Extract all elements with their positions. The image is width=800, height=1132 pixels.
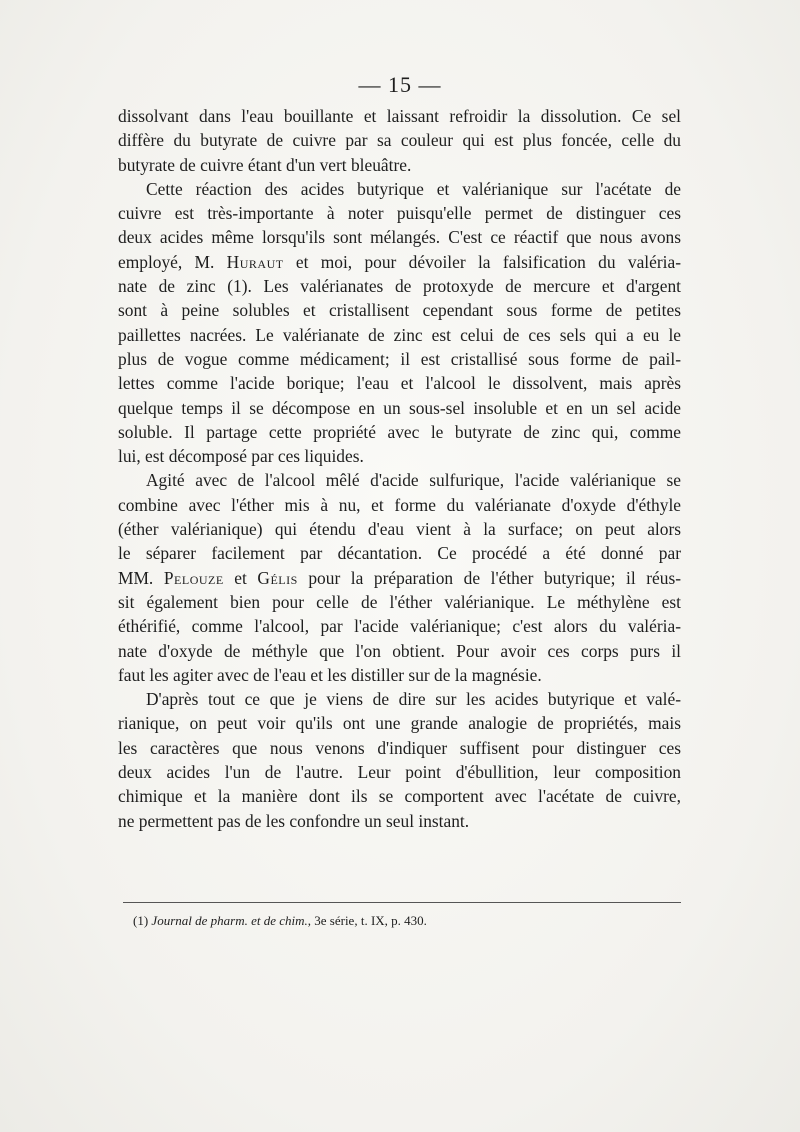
text-line: diffère du butyrate de cuivre par sa couleur qui est plus foncée, celle du xyxy=(118,130,681,151)
text-line: butyrate de cuivre étant d'un vert bleuâtre. xyxy=(118,154,412,175)
footnote-reference: , 3e série, t. IX, p. 430. xyxy=(307,913,427,928)
text-line: paillettes nacrées. Le valérianate de zinc est celui de ces sels qui a eu le xyxy=(118,324,681,345)
text-line: dissolvant dans l'eau bouillante et laissant refroidir la dissolution. Ce sel xyxy=(118,106,681,126)
text-line: sit également bien pour celle de l'éther valérianique. Le méthylène est xyxy=(118,591,681,612)
text-line: cuivre est très-importante à noter puisqu'elle permet de distinguer ces xyxy=(118,203,681,224)
text-line: deux acides même lorsqu'ils sont mélangés. C'est ce réactif que nous avons xyxy=(118,227,681,248)
text-line: sont à peine solubles et cristallisent cependant sous forme de petites xyxy=(118,300,681,321)
text-line: Agité avec de l'alcool mêlé d'acide sulfurique, l'acide valérianique se xyxy=(146,470,681,491)
text-line: nate d'oxyde de méthyle que l'on obtient. Pour avoir ces corps purs il xyxy=(118,640,681,661)
text-line: plus de vogue comme médicament; il est cristallisé sous forme de pail- xyxy=(118,348,681,369)
author-name: Gélis xyxy=(257,567,298,588)
text-line: rianique, on peut voir qu'ils ont une grande analogie de propriétés, mais xyxy=(118,713,681,734)
text-line: les caractères que nous venons d'indiquer suffisent pour distinguer ces xyxy=(118,737,681,758)
text-line: soluble. Il partage cette propriété avec le butyrate de zinc qui, comme xyxy=(118,421,681,442)
text-line: D'après tout ce que je viens de dire sur les acides butyrique et valé- xyxy=(146,689,681,710)
footnote xyxy=(133,913,673,929)
text-line: Cette réaction des acides butyrique et valérianique sur l'acétate de xyxy=(146,178,681,199)
text-line: faut les agiter avec de l'eau et les distiller sur de la magnésie. xyxy=(118,664,542,685)
text-line: (éther valérianique) qui étendu d'eau vient à la surface; on peut alors xyxy=(118,519,681,540)
text-line: lui, est décomposé par ces liquides. xyxy=(118,446,364,467)
text-line: quelque temps il se décompose en un sous-sel insoluble et en un sel acide xyxy=(118,397,681,418)
body-text xyxy=(118,104,681,833)
text-line: employé, M. Huraut et moi, pour dévoiler la falsification du valéria- xyxy=(118,251,681,272)
page-number: — 15 — xyxy=(358,72,442,97)
footnote-marker: (1) xyxy=(133,913,149,928)
text-line: le séparer facilement par décantation. Ce procédé a été donné par xyxy=(118,543,681,564)
text-line: MM. Pelouze et Gélis pour la préparation de l'éther butyrique; il réus- xyxy=(118,567,682,588)
text-line: éthérifié, comme l'alcool, par l'acide valérianique; c'est alors du valéria- xyxy=(118,616,681,637)
author-name: Pelouze xyxy=(163,567,224,588)
footnote-journal: Journal de pharm. et de chim. xyxy=(151,913,308,928)
text-line: nate de zinc (1). Les valérianates de protoxyde de mercure et d'argent xyxy=(118,276,681,297)
footnote-rule xyxy=(123,902,681,903)
text-line: lettes comme l'acide borique; l'eau et l'alcool le dissolvent, mais après xyxy=(118,373,681,394)
text-line: chimique et la manière dont ils se comportent avec l'acétate de cuivre, xyxy=(118,786,681,807)
text-line: combine avec l'éther mis à nu, et forme du valérianate d'oxyde d'éthyle xyxy=(118,494,681,515)
text-line: ne permettent pas de les confondre un seul instant. xyxy=(118,810,470,831)
author-name: Huraut xyxy=(226,251,284,272)
text-line: deux acides l'un de l'autre. Leur point d'ébullition, leur composition xyxy=(118,762,681,783)
